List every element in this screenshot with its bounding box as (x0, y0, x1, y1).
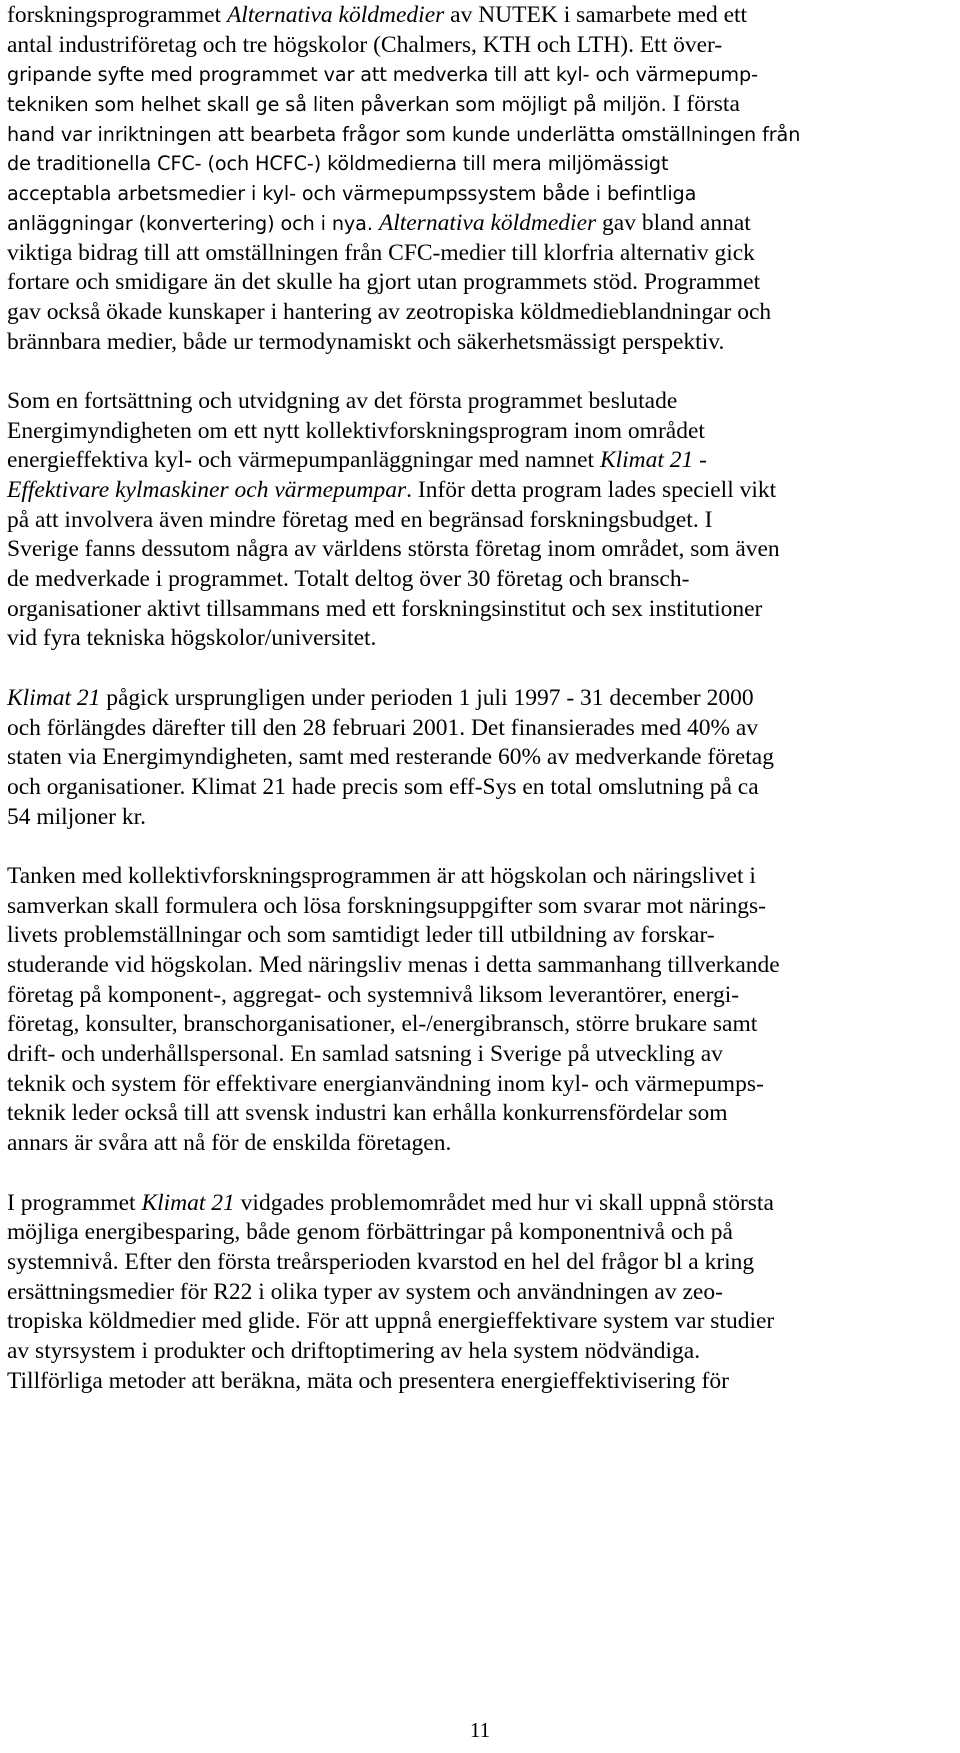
paragraph (7, 684, 957, 832)
text-segment: Sverige fanns dessutom några av världens största företag inom området, som även (7, 536, 780, 563)
text-segment: forskningsprogrammet (7, 2, 227, 28)
text-segment: drift- och underhållspersonal. En samlad satsning i Sverige på utveckling av (7, 1041, 723, 1068)
text-line (7, 684, 957, 714)
text-line (7, 446, 957, 476)
text-line (7, 1278, 957, 1308)
text-segment: staten via Energimyndigheten, samt med resterande 60% av medverkande företag (7, 744, 774, 771)
text-segment: och organisationer. Klimat 21 hade precis som eff-Sys en total omslutning på ca (7, 773, 759, 800)
text-segment: och förlängdes därefter till den 28 februari 2001. Det finansierades med 40% av (7, 714, 759, 741)
text-segment: tekniken som helhet skall ge så liten påverkan som möjligt på miljön. (7, 93, 673, 117)
italic-text: Klimat 21 (7, 684, 101, 711)
text-line (7, 1, 957, 31)
text-line (7, 565, 957, 595)
text-line (7, 1189, 957, 1219)
text-segment: gav också ökade kunskaper i hantering av zeotropiska köldmedieblandningar och (7, 298, 772, 325)
text-line (7, 476, 957, 506)
text-segment: hand var inriktningen att bearbeta frågor som kunde underlätta omställningen från (7, 122, 801, 146)
text-segment: energieffektiva kyl- och värmepumpanläggningar med namnet (7, 447, 600, 474)
text-line (7, 981, 957, 1011)
text-line (7, 1307, 957, 1337)
text-segment: av NUTEK i samarbete med ett (444, 2, 748, 28)
italic-text: Alternativa köldmedier (378, 209, 597, 236)
text-segment: Som en fortsättning och utvidgning av det första programmet beslutade (7, 387, 678, 414)
text-line (7, 803, 957, 833)
text-segment: Tillförliga metoder att beräkna, mäta och presentera energieffektivisering för (7, 1367, 729, 1394)
text-line (7, 1367, 957, 1397)
text-segment: företag, konsulter, branschorganisationer, el-/energibransch, större brukare samt (7, 1011, 758, 1038)
text-segment: viktiga bidrag till att omställningen från CFC-medier till klorfria alternativ gick (7, 239, 755, 266)
text-line (7, 209, 957, 239)
text-line (7, 1218, 957, 1248)
text-line (7, 773, 957, 803)
text-segment: I första (672, 91, 740, 118)
paragraph (7, 387, 957, 654)
text-line (7, 862, 957, 892)
text-line (7, 535, 957, 565)
text-segment: annars är svåra att nå för de enskilda företagen. (7, 1130, 452, 1157)
text-segment: av styrsystem i produkter och driftoptimering av hela system nödvändiga. (7, 1337, 701, 1364)
text-line (7, 387, 957, 417)
text-segment: företag på komponent-, aggregat- och systemnivå liksom leverantörer, energi- (7, 981, 740, 1008)
text-line (7, 239, 957, 269)
text-line (7, 624, 957, 654)
text-line (7, 921, 957, 951)
text-line (7, 417, 957, 447)
text-segment: livets problemställningar och som samtidigt leder till utbildning av forskar- (7, 922, 715, 949)
page-number: 11 (469, 1718, 491, 1742)
text-segment: antal industriföretag och tre högskolor (Chalmers, KTH och LTH). Ett över- (7, 31, 723, 58)
italic-text: Klimat 21 - (599, 447, 708, 474)
text-line (7, 1337, 957, 1367)
text-line (7, 328, 957, 358)
text-segment: I programmet (7, 1189, 142, 1216)
text-line (7, 1099, 957, 1129)
text-line (7, 268, 957, 298)
text-line (7, 1040, 957, 1070)
text-line (7, 60, 957, 90)
text-line (7, 951, 957, 981)
text-line (7, 298, 957, 328)
paragraph (7, 1189, 957, 1397)
text-segment: pågick ursprungligen under perioden 1 juli 1997 - 31 december 2000 (100, 684, 754, 711)
text-segment: systemnivå. Efter den första treårsperioden kvarstod en hel del frågor bl a kring (7, 1248, 755, 1275)
italic-text: Alternativa köldmedier (226, 2, 445, 28)
text-segment: samverkan skall formulera och lösa forskningsuppgifter som svarar mot närings- (7, 892, 766, 919)
text-segment: fortare och smidigare än det skulle ha gjort utan programmets stöd. Programmet (7, 269, 761, 296)
text-segment: Tanken med kollektivforskningsprogrammen är att högskolan och näringslivet i (7, 862, 756, 889)
text-segment: anläggningar (konvertering) och i nya. (7, 211, 379, 235)
text-line (7, 1129, 957, 1159)
text-line (7, 179, 957, 209)
text-segment: acceptabla arbetsmedier i kyl- och värmepumpssystem både i befintliga (7, 182, 697, 206)
text-line (7, 31, 957, 61)
text-segment: vidgades problemområdet med hur vi skall uppnå största (234, 1189, 774, 1216)
italic-text: Effektivare kylmaskiner och värmepumpar (7, 477, 407, 503)
text-segment: de medverkade i programmet. Totalt deltog över 30 företag och bransch- (7, 566, 690, 593)
text-line (7, 149, 957, 179)
text-segment: möjliga energibesparing, både genom förbättringar på komponentnivå och på (7, 1219, 733, 1246)
document-page (7, 1, 957, 1426)
text-segment: på att involvera även mindre företag med en begränsad forskningsbudget. I (7, 506, 713, 533)
text-line (7, 120, 957, 150)
text-segment: Energimyndigheten om ett nytt kollektivforskningsprogram inom området (7, 417, 705, 444)
text-line (7, 892, 957, 922)
italic-text: Klimat 21 (141, 1189, 235, 1216)
text-line (7, 743, 957, 773)
text-segment: teknik och system för effektivare energianvändning inom kyl- och värmepumps- (7, 1070, 764, 1097)
text-line (7, 714, 957, 744)
text-line (7, 595, 957, 625)
text-line (7, 1010, 957, 1040)
text-segment: studerande vid högskolan. Med näringsliv menas i detta sammanhang tillverkande (7, 952, 780, 978)
text-line (7, 1248, 957, 1278)
paragraph (7, 1, 957, 357)
text-line (7, 1070, 957, 1100)
text-segment: . Inför detta program lades speciell vikt (406, 477, 777, 503)
text-segment: brännbara medier, både ur termodynamiskt och säkerhetsmässigt perspektiv. (7, 328, 725, 355)
text-segment: tropiska köldmedier med glide. För att uppnå energieffektivare system var studier (7, 1308, 775, 1335)
text-segment: ersättningsmedier för R22 i olika typer av system och användningen av zeo- (7, 1278, 723, 1305)
text-segment: gav bland annat (596, 209, 751, 236)
paragraph (7, 862, 957, 1159)
text-segment: de traditionella CFC- (och HCFC-) köldmedierna till mera miljömässigt (7, 152, 669, 176)
text-segment: gripande syfte med programmet var att medverka till att kyl- och värmepump- (7, 63, 758, 87)
text-segment: organisationer aktivt tillsammans med ett forskningsinstitut och sex institutioner (7, 595, 763, 622)
text-segment: teknik leder också till att svensk industri kan erhålla konkurrensfördelar som (7, 1100, 728, 1127)
text-line (7, 506, 957, 536)
text-segment: vid fyra tekniska högskolor/universitet. (7, 625, 377, 652)
text-segment: 54 miljoner kr. (7, 803, 147, 830)
text-line (7, 90, 957, 120)
